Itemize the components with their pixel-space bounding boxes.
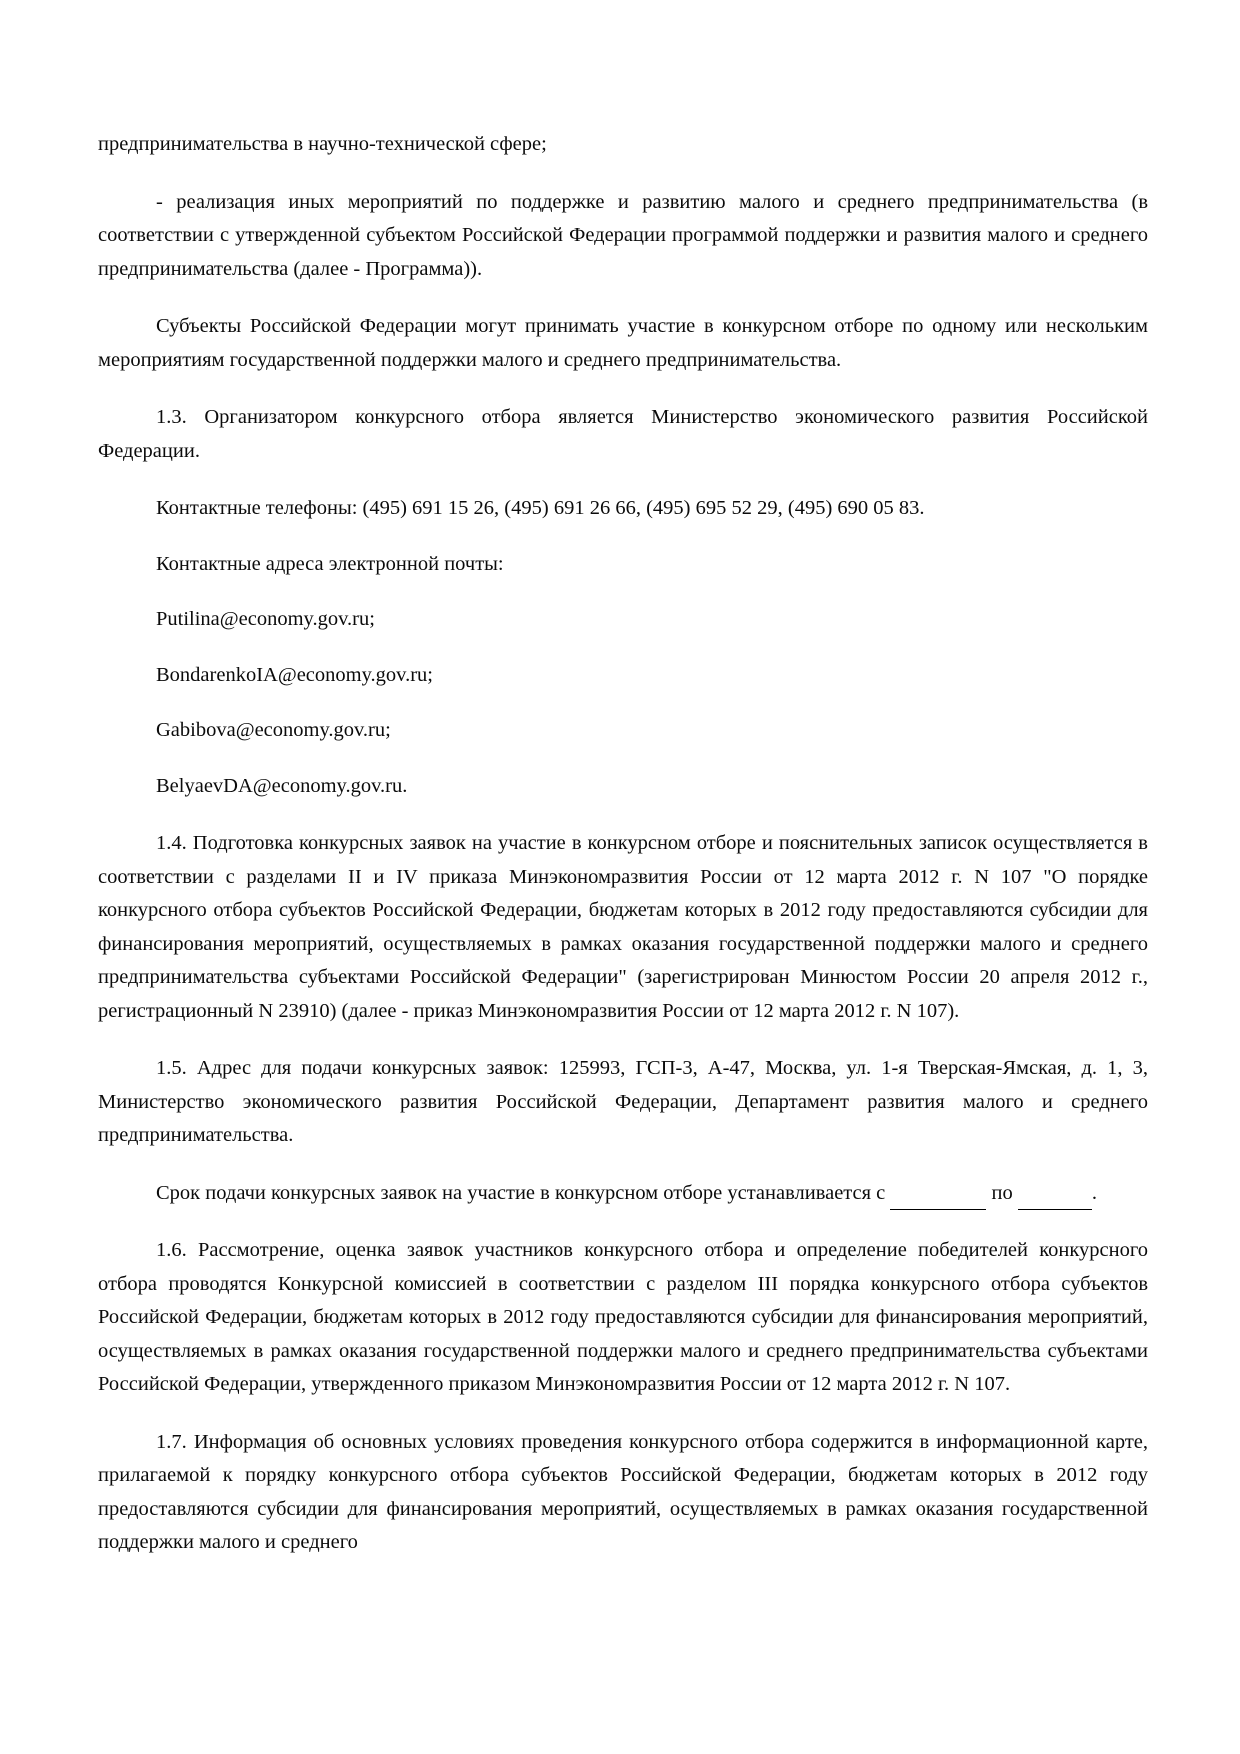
paragraph-continuation: предпринимательства в научно-технической сфере;: [98, 133, 547, 155]
deadline-text-after: .: [1091, 1181, 1098, 1204]
paragraph-spacer: [98, 526, 1148, 548]
paragraph-spacer: [98, 1402, 1148, 1426]
paragraph-contact-emails-heading: Контактные адреса электронной почты:: [156, 552, 504, 575]
paragraph-spacer: [98, 748, 1148, 770]
paragraph-contact-phones: Контактные телефоны: (495) 691 15 26, (495) 691 26 66, (495) 695 52 29, (495) 690 05 83.: [156, 497, 925, 519]
paragraph-1-7-information: 1.7. Информация об основных условиях проведения конкурсного отбора содержится в информационной карте, прилагаемой к порядку конкурсного отбора субъектов Российской Федерации, бюджетам которых в 2012 году предоставляются субсидии для финансирования мероприятий, осуществляемых в рамках оказания государственной поддержки малого и среднего: [98, 1430, 1148, 1553]
paragraph-1-6-review: 1.6. Рассмотрение, оценка заявок участников конкурсного отбора и определение победителей конкурсного отбора проводятся Конкурсной комиссией в соответствии с разделом III порядка конкурсного отбора субъектов Российской Федерации, бюджетам которых в 2012 году предоставляются субсидии для финансирования мероприятий, осуществляемых в рамках оказания государственной поддержки малого и среднего предпринимательства субъектами Российской Федерации, утвержденного приказом Минэкономразвития России от 12 марта 2012 г. N 107.: [98, 1239, 1148, 1395]
paragraph-spacer: [98, 581, 1148, 603]
paragraph-email-gabibova: Gabibova@economy.gov.ru;: [156, 719, 391, 741]
paragraph-spacer: [98, 803, 1148, 827]
paragraph-spacer: [98, 468, 1148, 492]
deadline-text-between: по: [986, 1181, 1018, 1204]
paragraph-spacer: [98, 377, 1148, 401]
deadline-blank-from-field[interactable]: [890, 1190, 986, 1210]
paragraph-spacer: [98, 1210, 1148, 1234]
paragraph-1-3-organizer: 1.3. Организатором конкурсного отбора является Министерство экономического развития Российской Федерации.: [98, 406, 1148, 462]
paragraph-spacer: [98, 1028, 1148, 1052]
paragraph-email-belyaev: BelyaevDA@economy.gov.ru.: [156, 774, 408, 797]
deadline-text-before: Срок подачи конкурсных заявок на участие в конкурсном отборе устанавливается с: [156, 1181, 891, 1204]
paragraph-bullet-other-measures: - реализация иных мероприятий по поддержке и развитию малого и среднего предпринимательства (в соответствии с утвержденной субъектом Российской Федерации программой поддержки и развития малого и среднего предпринимательства (далее - Программа)).: [98, 190, 1148, 280]
paragraph-email-bondarenko: BondarenkoIA@economy.gov.ru;: [156, 663, 433, 686]
paragraph-spacer: [98, 637, 1148, 659]
deadline-blank-to-field[interactable]: [1018, 1190, 1092, 1210]
document-body: [98, 128, 1148, 1560]
paragraph-spacer: [98, 692, 1148, 714]
paragraph-spacer: [98, 286, 1148, 310]
paragraph-1-4-preparation: 1.4. Подготовка конкурсных заявок на участие в конкурсном отборе и пояснительных записок осуществляется в соответствии с разделами II и IV приказа Минэкономразвития России от 12 марта 2012 г. N 107 "О порядке конкурсного отбора субъектов Российской Федерации, бюджетам которых в 2012 году предоставляются субсидии для финансирования мероприятий, осуществляемых в рамках оказания государственной поддержки малого и среднего предпринимательства субъектами Российской Федерации" (зарегистрирован Минюстом России 20 апреля 2012 г., регистрационный N 23910) (далее - приказ Минэкономразвития России от 12 марта 2012 г. N 107).: [98, 832, 1148, 1022]
paragraph-submission-deadline: [98, 1177, 1148, 1211]
paragraph-email-putilina: Putilina@economy.gov.ru;: [156, 608, 375, 630]
paragraph-subjects-participation: Субъекты Российской Федерации могут принимать участие в конкурсном отборе по одному или нескольким мероприятиям государственной поддержки малого и среднего предпринимательства.: [98, 315, 1148, 371]
paragraph-1-5-address: 1.5. Адрес для подачи конкурсных заявок: 125993, ГСП-3, А-47, Москва, ул. 1-я Тверская-Ямская, д. 1, 3, Министерство экономического развития Российской Федерации, Департамент развития малого и среднего предпринимательства.: [98, 1057, 1148, 1146]
paragraph-spacer: [98, 1153, 1148, 1177]
paragraph-spacer: [98, 162, 1148, 186]
